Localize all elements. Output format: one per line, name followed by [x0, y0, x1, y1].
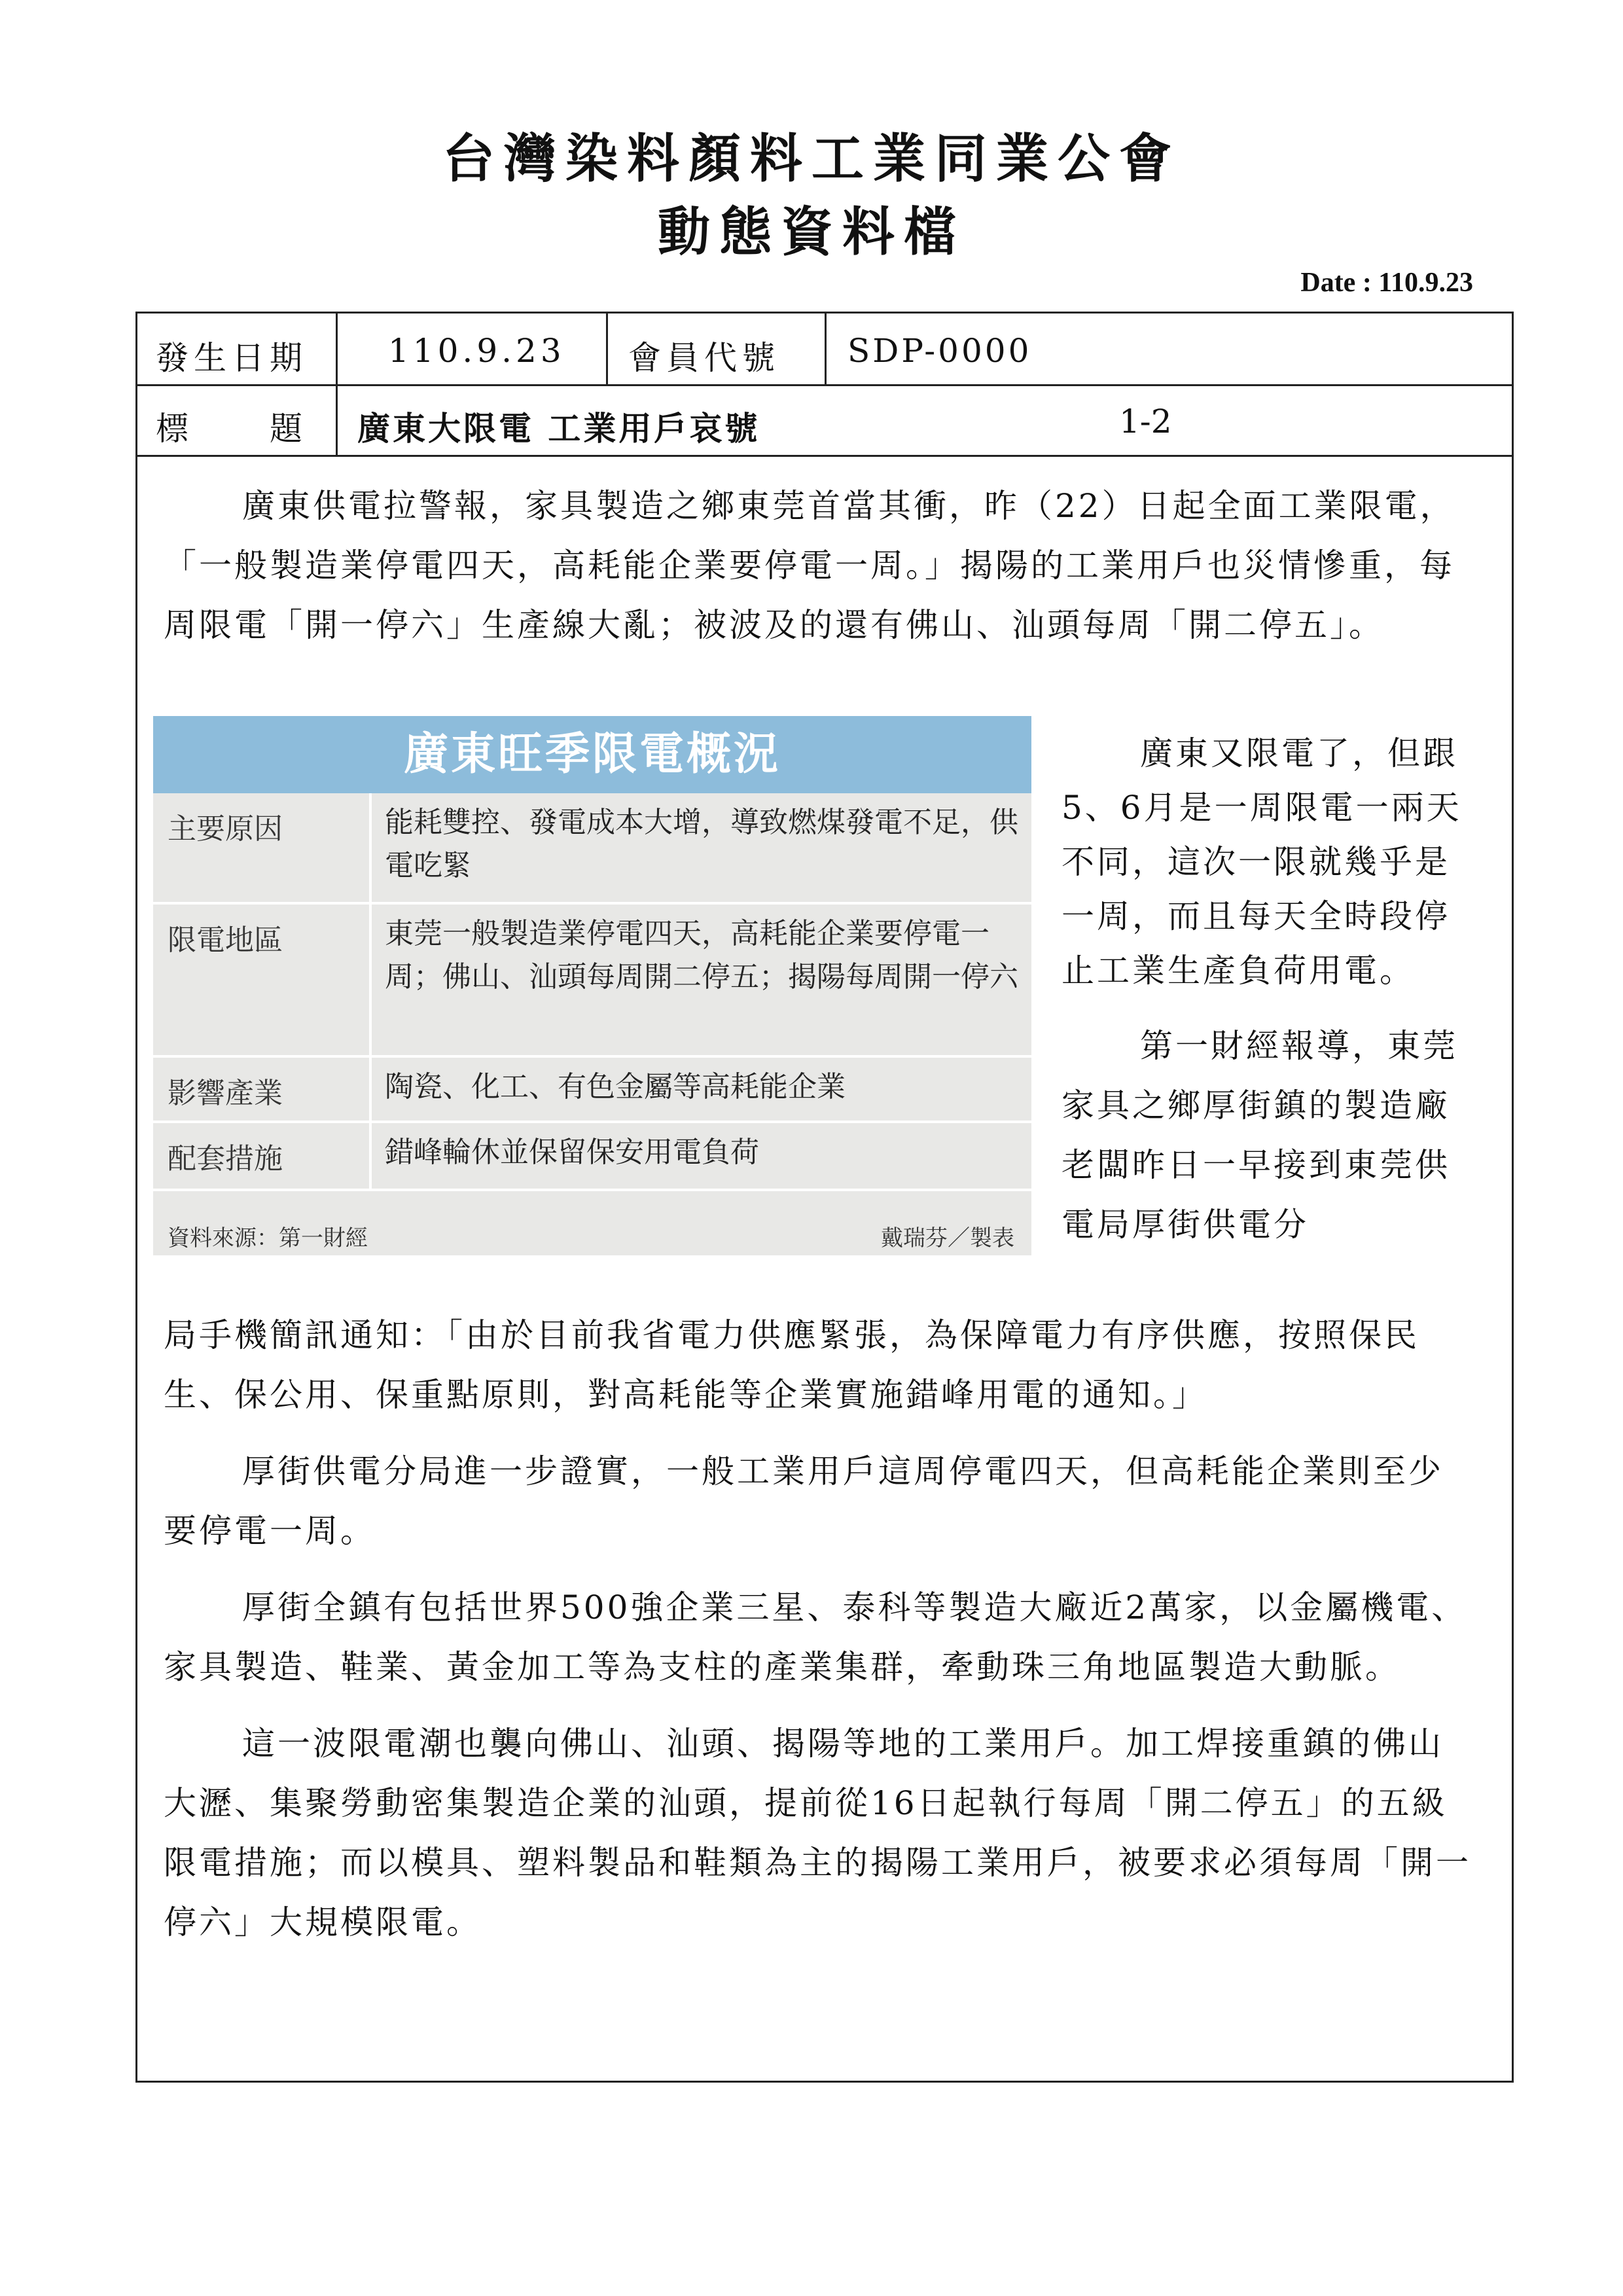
divider	[336, 384, 338, 455]
info-box	[153, 716, 1031, 1255]
info-row	[153, 793, 1031, 905]
body-text	[164, 1306, 1472, 1952]
doc-subtitle: 動態資料檔	[658, 201, 965, 262]
member-value: SDP-0000	[847, 332, 1032, 370]
doc-date: Date : 110.9.23	[1300, 268, 1473, 298]
paragraph-text: 第一財經報導，東莞家具之鄉厚街鎮的製造廠老闆昨日一早接到東莞供電局厚街供電分	[1061, 1027, 1458, 1244]
paragraph-text: 廣東又限電了，但跟5、6月是一周限電一兩天不同，這次一限就幾乎是一周，而且每天全時段停止工業生產負荷用電。	[1061, 734, 1462, 990]
divider	[606, 314, 608, 384]
date-label: 發生日期	[156, 339, 308, 377]
page-number: 1-2	[1119, 403, 1172, 440]
org-title: 台灣染料顏料工業同業公會	[442, 128, 1181, 189]
info-source: 資料來源：第一財經	[168, 1225, 368, 1251]
divider	[369, 793, 372, 902]
date-value: 110.9.23	[388, 332, 565, 370]
divider	[369, 1058, 372, 1121]
paragraph-text: 廣東供電拉警報，家具製造之鄉東莞首當其衝，昨（22）日起全面工業限電，「一般製造業停電四天，高耗能企業要停電一周。」揭陽的工業用戶也災情慘重，每周限電「開一停六」生產線大亂；被波及的還有佛山、汕頭每周「開二停五」。	[164, 487, 1455, 644]
divider	[825, 314, 827, 384]
member-label: 會員代號	[628, 339, 780, 377]
title-label: 標 題	[156, 410, 308, 448]
info-value: 陶瓷、化工、有色金屬等高耗能企業	[385, 1070, 846, 1103]
info-value: 能耗雙控、發電成本大增，導致燃煤發電不足，供電吃緊	[385, 806, 1018, 882]
info-row	[153, 1058, 1031, 1123]
divider	[137, 384, 1512, 386]
info-box-title: 廣東旺季限電概況	[153, 716, 1031, 793]
info-value: 錯峰輪休並保留保安用電負荷	[385, 1136, 759, 1169]
paragraph-text: 局手機簡訊通知：「由於目前我省電力供應緊張，為保障電力有序供應，按照保民生、保公用、保重點原則，對高耗能等企業實施錯峰用電的通知。」	[164, 1316, 1419, 1414]
info-row	[153, 1123, 1031, 1191]
paragraph-text: 厚街供電分局進一步證實，一般工業用戶這周停電四天，但高耗能企業則至少要停電一周。	[164, 1452, 1444, 1550]
paragraph-1	[164, 476, 1472, 655]
info-label: 影響產業	[168, 1077, 283, 1110]
divider	[369, 905, 372, 1055]
paragraph-text: 厚街全鎮有包括世界500強企業三星、泰科等製造大廠近2萬家，以金屬機電、家具製造、鞋業、黃金加工等為支柱的產業集群，牽動珠三角地區製造大動脈。	[164, 1588, 1467, 1686]
info-credit: 戴瑞芬／製表	[881, 1225, 1014, 1251]
paragraph-text: 這一波限電潮也襲向佛山、汕頭、揭陽等地的工業用戶。加工焊接重鎮的佛山大瀝、集聚勞動密集製造企業的汕頭，提前從16日起執行每周「開二停五」的五級限電措施；而以模具、塑料製品和鞋類為主的揭陽工業用戶，被要求必須每周「開一停六」大規模限電。	[164, 1725, 1471, 1941]
info-value: 東莞一般製造業停電四天，高耗能企業要停電一周；佛山、汕頭每周開二停五；揭陽每周開一停六	[385, 917, 1018, 994]
divider	[336, 314, 338, 384]
divider	[369, 1123, 372, 1189]
side-column	[1061, 726, 1467, 1255]
divider	[137, 455, 1512, 457]
info-label: 主要原因	[168, 812, 283, 846]
info-label: 配套措施	[168, 1142, 283, 1175]
info-label: 限電地區	[168, 924, 283, 957]
info-row	[153, 905, 1031, 1058]
headline: 廣東大限電 工業用戶哀號	[357, 409, 760, 448]
